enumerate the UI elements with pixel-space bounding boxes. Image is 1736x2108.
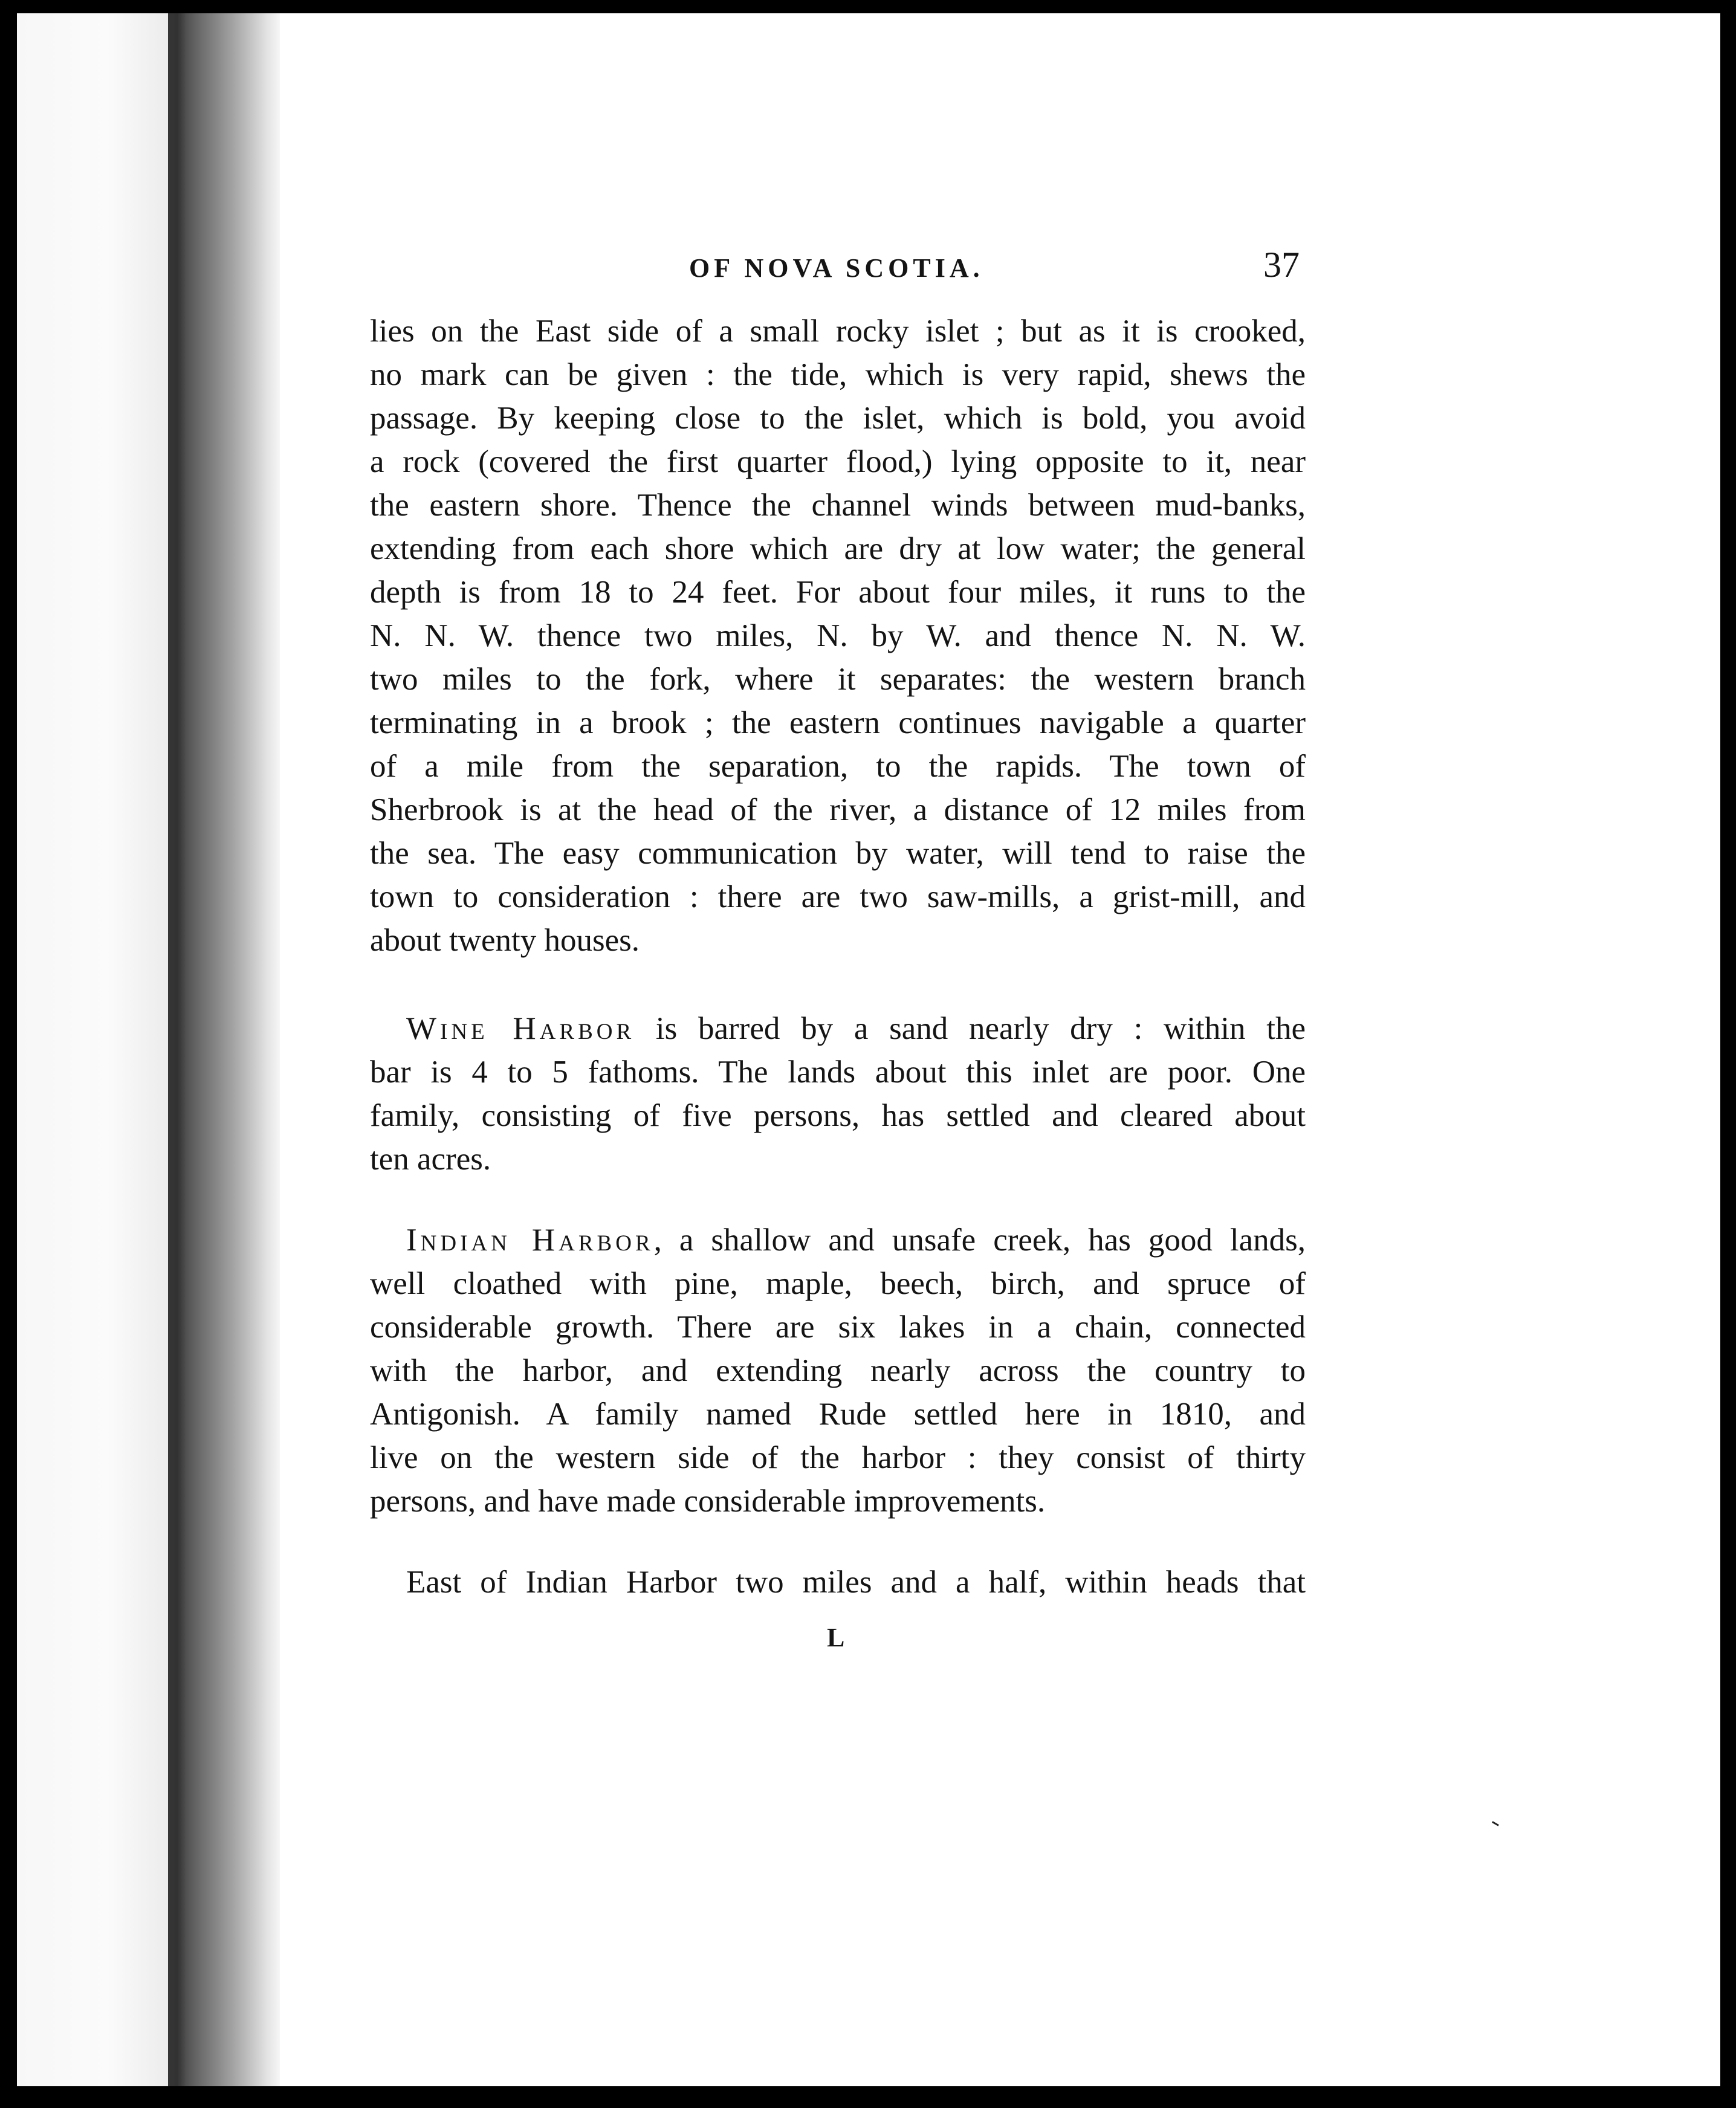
paragraph-first-line — [406, 1013, 1306, 1045]
text-line: Antigonish. A family named Rude settled here in 1810, and — [370, 1397, 1306, 1432]
text-line: lies on the East side of a small rocky islet ; but as it is crooked, — [370, 314, 1306, 349]
signature-mark: L — [827, 1623, 845, 1652]
text-line: two miles to the fork, where it separates: the western branch — [370, 662, 1306, 697]
scan-border-left — [0, 0, 17, 2108]
text-line: with the harbor, and extending nearly across the country to — [370, 1353, 1306, 1388]
place-name-indian-harbor: Indian Harbor — [406, 1223, 654, 1258]
text-line: no mark can be given : the tide, which is very rapid, shews the — [370, 357, 1306, 392]
text-line: N. N. W. thence two miles, N. by W. and thence N. N. W. — [370, 618, 1306, 653]
scan-border-top — [0, 0, 1736, 13]
facing-page-edge — [17, 13, 168, 2086]
text-line: live on the western side of the harbor : they consist of thirty — [370, 1440, 1306, 1475]
text-run: is barred by a sand nearly dry : within the — [635, 1011, 1306, 1046]
text-line: East of Indian Harbor two miles and a half, within heads that — [406, 1565, 1306, 1600]
book-gutter-shadow — [168, 13, 280, 2086]
text-line: passage. By keeping close to the islet, which is bold, you avoid — [370, 401, 1306, 436]
text-line: the eastern shore. Thence the channel winds between mud-banks, — [370, 488, 1306, 523]
text-line: depth is from 18 to 24 feet. For about four miles, it runs to the — [370, 575, 1306, 610]
text-line: about twenty houses. — [370, 923, 640, 958]
text-line: of a mile from the separation, to the rapids. The town of — [370, 749, 1306, 784]
text-line: persons, and have made considerable improvements. — [370, 1484, 1046, 1519]
scan-border-right — [1720, 0, 1736, 2108]
text-line: extending from each shore which are dry at low water; the general — [370, 531, 1306, 566]
text-line: bar is 4 to 5 fathoms. The lands about this inlet are poor. One — [370, 1055, 1306, 1090]
text-line: well cloathed with pine, maple, beech, birch, and spruce of — [370, 1266, 1306, 1301]
text-line: family, consisting of five persons, has settled and cleared about — [370, 1098, 1306, 1133]
place-name-wine-harbor: Wine Harbor — [406, 1011, 635, 1046]
text-line: ten acres. — [370, 1142, 491, 1177]
text-line: Sherbrook is at the head of the river, a distance of 12 miles from — [370, 792, 1306, 827]
text-run: , a shallow and unsafe creek, has good lands, — [653, 1223, 1306, 1258]
running-head: OF NOVA SCOTIA. — [689, 253, 984, 283]
scan-border-bottom — [0, 2086, 1736, 2108]
page-number: 37 — [1263, 245, 1300, 285]
paragraph-first-line — [406, 1224, 1306, 1256]
text-line: town to consideration : there are two saw-mills, a grist-mill, and — [370, 879, 1306, 914]
text-line: considerable growth. There are six lakes in a chain, connected — [370, 1310, 1306, 1345]
text-line: terminating in a brook ; the eastern continues navigable a quarter — [370, 705, 1306, 740]
text-line: the sea. The easy communication by water, will tend to raise the — [370, 836, 1306, 871]
text-line: a rock (covered the first quarter flood,) lying opposite to it, near — [370, 444, 1306, 479]
